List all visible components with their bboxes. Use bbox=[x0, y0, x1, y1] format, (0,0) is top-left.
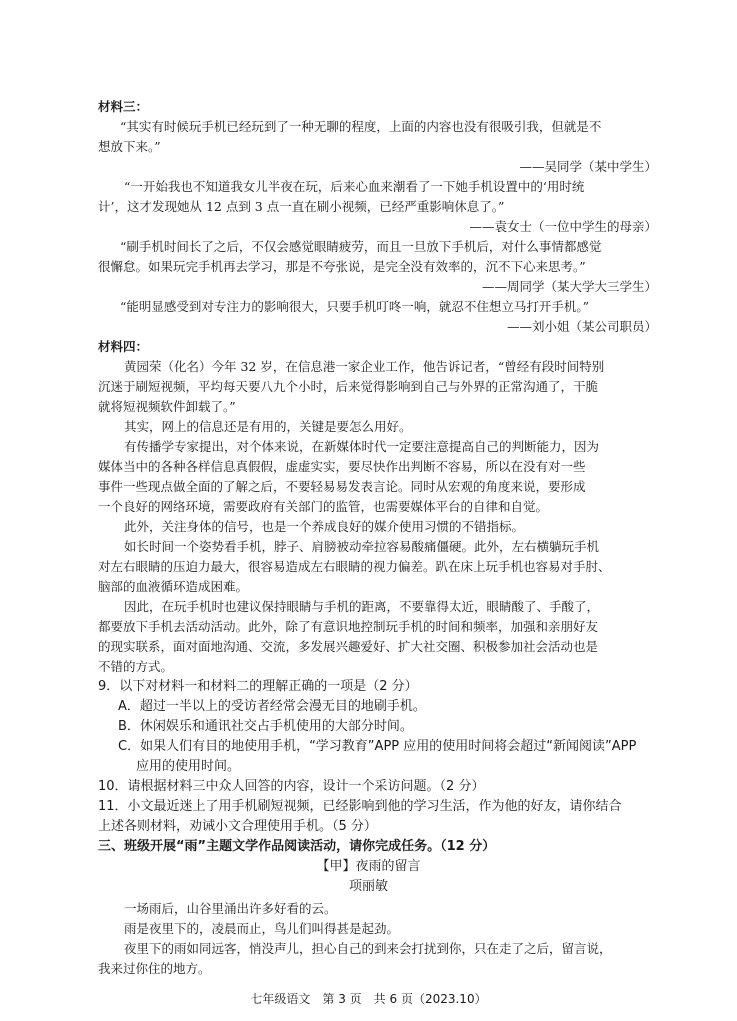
paragraph-line: 都要放下手机去活动活动。此外，除了有意识地控制玩手机的时间和频率，加强和亲朋好友 bbox=[98, 619, 599, 634]
poem-title: 【甲】夜雨的留言 bbox=[316, 859, 421, 874]
question-11: 11．小文最近迷上了用手机刷短视频，已经影响到他的学习生活，作为他的好友，请你结合 bbox=[98, 799, 622, 814]
quote-source: ——吴同学（某中学生） bbox=[519, 159, 657, 174]
paragraph-line: 的现实联系，面对面地沟通、交流，多发展兴趣爱好、扩大社交圈、积极参加社会活动也是 bbox=[98, 639, 599, 654]
quote-line: 很懈怠。如果玩完手机再去学习，那是不夸张说，是完全没有效率的，沉不下心来思考。” bbox=[98, 259, 586, 274]
paragraph-line: 对左右眼睛的压迫力最大，很容易造成左右眼睛的视力偏差。趴在床上玩手机也容易对手肘、 bbox=[98, 559, 611, 574]
section-3-heading: 三、班级开展“雨”主题文学作品阅读活动，请你完成任务。（12 分） bbox=[98, 839, 496, 854]
option-c-cont: 应用的使用时间。 bbox=[136, 759, 241, 774]
quote-line: “一开始我也不知道我女儿半夜在玩，后来心血来潮看了一下她手机设置中的‘用时统 bbox=[124, 179, 585, 194]
quote-line: 计’，这才发现她从 12 点到 3 点一直在刷小视频，已经严重影响休息了。” bbox=[98, 199, 505, 214]
option-a: A．超过一半以上的受访者经常会漫无目的地刷手机。 bbox=[118, 699, 426, 714]
paragraph-line: 就将短视频软件卸载了。” bbox=[98, 399, 236, 414]
paragraph-line: 脑部的血液循环造成困难。 bbox=[98, 579, 249, 594]
paragraph-line: 此外，关注身体的信号，也是一个养成良好的媒介使用习惯的不错指标。 bbox=[124, 519, 525, 534]
quote-source: ——周同学（某大学大三学生） bbox=[481, 279, 657, 294]
page-footer: 七年级语文 第 3 页 共 6 页（2023.10） bbox=[250, 992, 487, 1006]
paragraph-line: 其实，网上的信息还是有用的，关键是要怎么用好。 bbox=[124, 419, 412, 434]
quote-line: “其实有时候玩手机已经玩到了一种无聊的程度，上面的内容也没有很吸引我，但就是不 bbox=[120, 119, 602, 134]
prose-line: 一场雨后，山谷里涌出许多好看的云。 bbox=[124, 901, 337, 916]
question-11-cont: 上述各则材料，劝诫小文合理使用手机。（5 分） bbox=[98, 819, 377, 834]
prose-line: 夜里下的雨如同远客，悄没声儿，担心自己的到来会打扰到你，只在走了之后，留言说， bbox=[124, 941, 612, 956]
quote-line: “能明显感受到对专注力的影响很大，只要手机叮咚一响，就忍不住想立马打开手机。” bbox=[120, 299, 590, 314]
option-c: C．如果人们有目的地使用手机，“学习教育”APP 应用的使用时间将会超过“新闻阅读”APP bbox=[118, 739, 637, 754]
option-b: B．休闲娱乐和通讯社交占手机使用的大部分时间。 bbox=[118, 719, 413, 734]
quote-line: “刷手机时间长了之后，不仅会感觉眼睛疲劳，而且一旦放下手机后，对什么事情都感觉 bbox=[120, 239, 602, 254]
paragraph-line: 如长时间一个姿势看手机，脖子、肩膀被动牵拉容易酸痛僵硬。此外，左右横躺玩手机 bbox=[124, 539, 600, 554]
prose-line: 雨是夜里下的，凌晨而止，鸟儿们叫得甚是起劲。 bbox=[124, 921, 400, 936]
quote-line: 想放下来。” bbox=[98, 139, 161, 154]
quote-source: ——袁女士（一位中学生的母亲） bbox=[469, 219, 657, 234]
paragraph-line: 一个良好的网络环境，需要政府有关部门的监管，也需要媒体平台的自律和自觉。 bbox=[98, 499, 549, 514]
paragraph-line: 不错的方式。 bbox=[98, 659, 174, 674]
prose-line: 我来过你住的地方。 bbox=[98, 961, 211, 976]
material3-heading: 材料三： bbox=[98, 99, 149, 114]
question-9: 9．以下对材料一和材料二的理解正确的一项是（2 分） bbox=[98, 679, 418, 694]
question-10: 10．请根据材料三中众人回答的内容，设计一个采访问题。（2 分） bbox=[98, 779, 485, 794]
paragraph-line: 沉迷于刷短视频，平均每天要八九个小时，后来觉得影响到自己与外界的正常沟通了，干脆 bbox=[98, 379, 599, 394]
paragraph-line: 黄园荣（化名）今年 32 岁，在信息港一家企业工作，他告诉记者，“曾经有段时间特别 bbox=[124, 359, 605, 374]
paragraph-line: 有传播学专家提出，对个体来说，在新媒体时代一定要注意提高自己的判断能力，因为 bbox=[124, 439, 600, 454]
paragraph-line: 事件一些现点做全面的了解之后，不要轻易易发表言论。同时从宏观的角度来说，要形成 bbox=[98, 479, 586, 494]
paragraph-line: 因此，在玩手机时也建议保持眼睛与手机的距离，不要靠得太近，眼睛酸了、手酸了， bbox=[124, 599, 600, 614]
quote-source: ——刘小姐（某公司职员） bbox=[506, 319, 657, 334]
paragraph-line: 媒体当中的各种各样信息真假假，虚虚实实，要尽快作出判断不容易，所以在没有对一些 bbox=[98, 459, 586, 474]
material4-heading: 材料四： bbox=[98, 339, 149, 354]
poem-author: 项丽敏 bbox=[348, 879, 388, 894]
